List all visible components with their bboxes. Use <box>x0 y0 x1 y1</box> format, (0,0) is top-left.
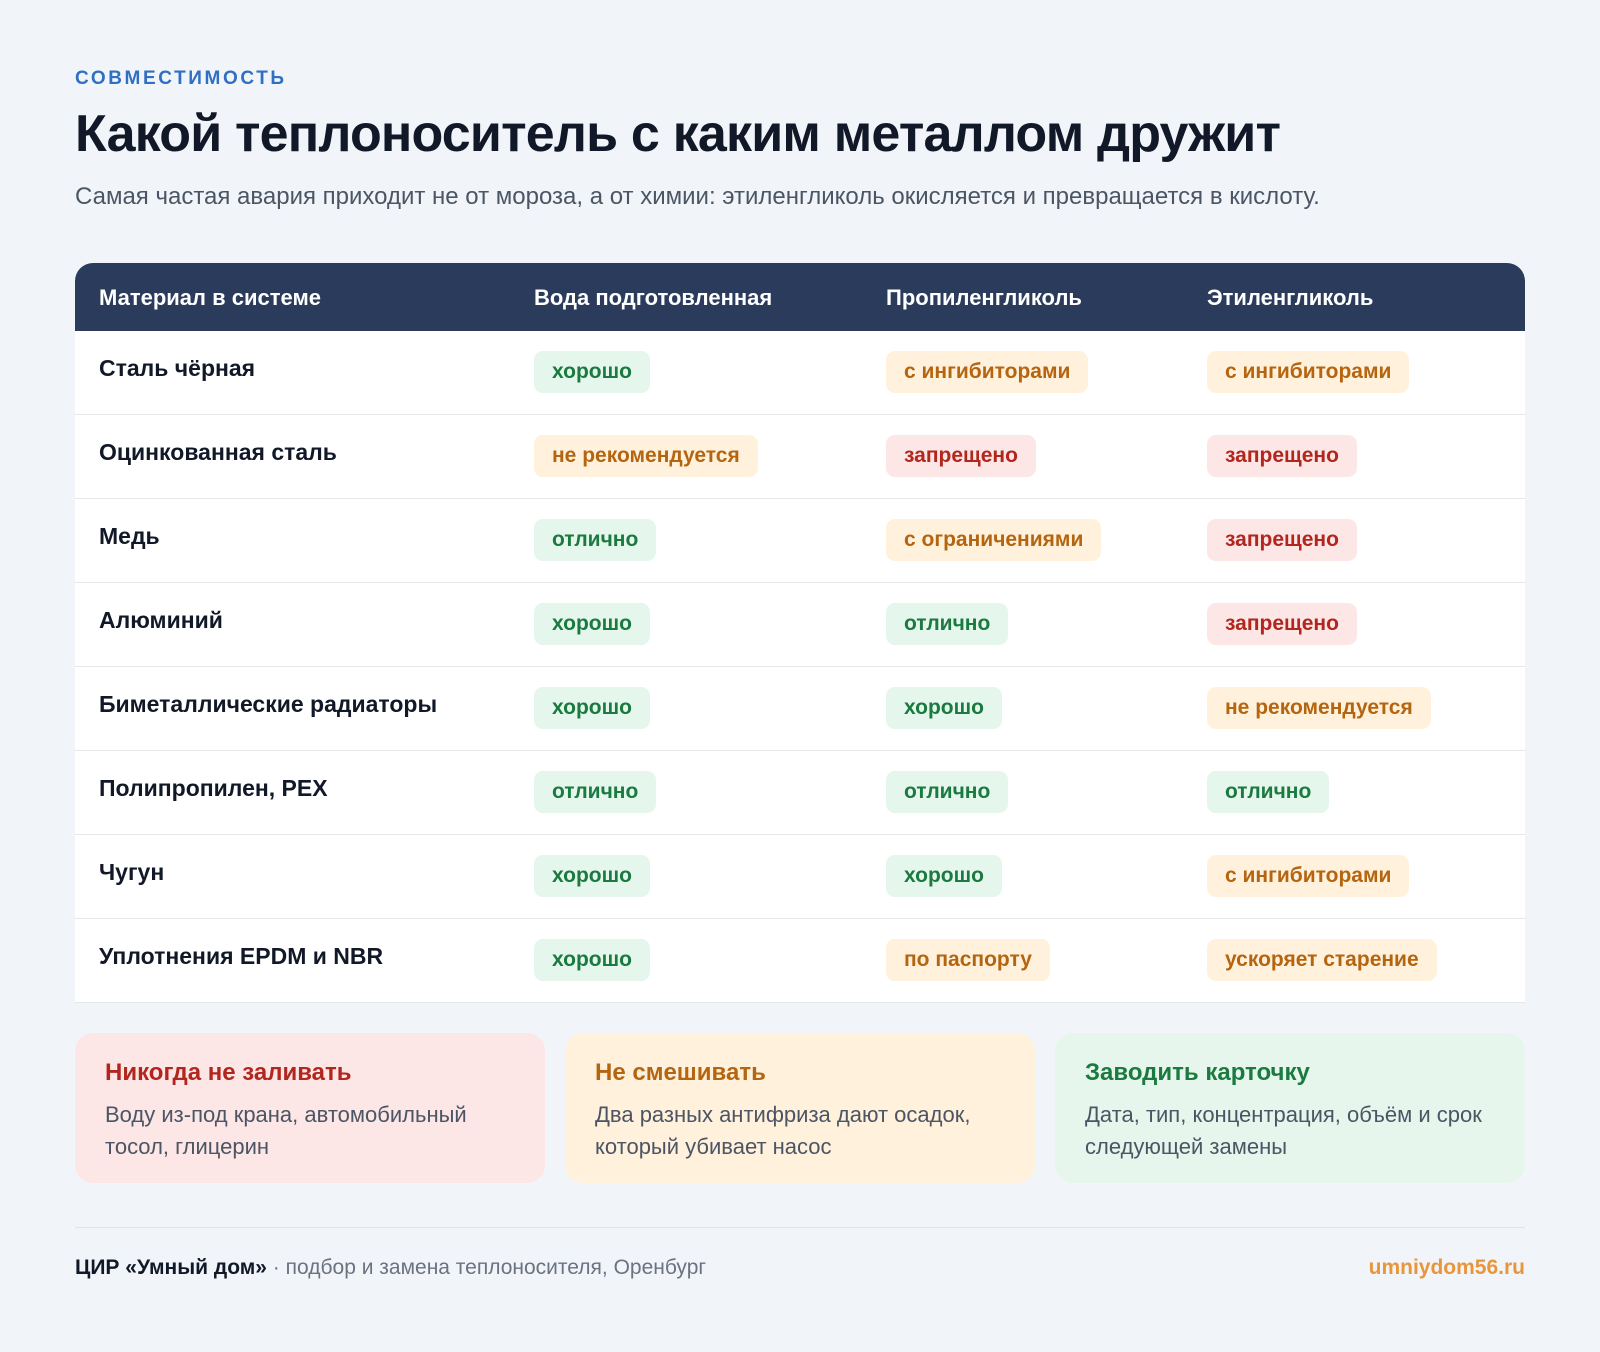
note-card-text: Дата, тип, концентрация, объём и срок следующей замены <box>1085 1102 1482 1159</box>
page-subtitle: Самая частая авария приходит не от мороза, а от химии: этиленгликоль окисляется и превращается в кислоту. <box>75 183 1320 210</box>
material-name: Оцинкованная сталь <box>99 439 337 465</box>
note-card-keep-record <box>1055 1033 1525 1183</box>
material-name: Чугун <box>99 859 165 885</box>
notes-cards <box>75 1033 1525 1183</box>
status-badge-water: хорошо <box>534 855 650 897</box>
status-badge-propylene-glycol: хорошо <box>886 855 1002 897</box>
status-badge-propylene-glycol: запрещено <box>886 435 1036 477</box>
status-badge-propylene-glycol: с ограничениями <box>886 519 1101 561</box>
table-row <box>75 499 1525 583</box>
note-card-title: Не смешивать <box>595 1059 766 1086</box>
footer-separator: · <box>266 1256 286 1279</box>
column-header-ethylene-glycol: Этиленгликоль <box>1207 285 1374 310</box>
material-name: Медь <box>99 523 160 549</box>
note-card-do-not-mix <box>565 1033 1035 1183</box>
note-card-never-fill <box>75 1033 545 1183</box>
status-badge-propylene-glycol: с ингибиторами <box>886 351 1088 393</box>
status-badge-water: хорошо <box>534 687 650 729</box>
note-card-text: Воду из-под крана, автомобильный тосол, глицерин <box>105 1102 467 1159</box>
column-header-material: Материал в системе <box>99 285 321 310</box>
table-row <box>75 835 1525 919</box>
material-name: Алюминий <box>99 607 223 633</box>
table-row <box>75 751 1525 835</box>
footer-site-link[interactable]: umniydom56.ru <box>1368 1256 1525 1279</box>
table-row <box>75 583 1525 667</box>
status-badge-ethylene-glycol: с ингибиторами <box>1207 351 1409 393</box>
footer-description: подбор и замена теплоносителя, Оренбург <box>285 1256 707 1279</box>
page-title: Какой теплоноситель с каким металлом дружит <box>75 105 1281 163</box>
table-row <box>75 667 1525 751</box>
footer <box>75 1256 1525 1284</box>
table-row <box>75 919 1525 1003</box>
status-badge-water: хорошо <box>534 939 650 981</box>
status-badge-ethylene-glycol: запрещено <box>1207 435 1357 477</box>
status-badge-water: отлично <box>534 519 656 561</box>
status-badge-ethylene-glycol: с ингибиторами <box>1207 855 1409 897</box>
status-badge-water: хорошо <box>534 603 650 645</box>
status-badge-water: хорошо <box>534 351 650 393</box>
table-header <box>75 263 1525 331</box>
table-body <box>75 331 1525 1003</box>
status-badge-ethylene-glycol: отлично <box>1207 771 1329 813</box>
material-name: Биметаллические радиаторы <box>99 691 438 717</box>
note-card-title: Заводить карточку <box>1085 1059 1310 1086</box>
status-badge-propylene-glycol: хорошо <box>886 687 1002 729</box>
compatibility-table <box>75 263 1525 1003</box>
status-badge-ethylene-glycol: ускоряет старение <box>1207 939 1437 981</box>
status-badge-propylene-glycol: отлично <box>886 603 1008 645</box>
footer-divider <box>75 1227 1525 1228</box>
material-name: Уплотнения EPDM и NBR <box>99 943 384 969</box>
table-row <box>75 331 1525 415</box>
table-row <box>75 415 1525 499</box>
status-badge-propylene-glycol: отлично <box>886 771 1008 813</box>
column-header-water: Вода подготовленная <box>534 285 773 310</box>
note-card-title: Никогда не заливать <box>105 1059 352 1086</box>
footer-brand: ЦИР «Умный дом» <box>75 1256 267 1279</box>
eyebrow-label: СОВМЕСТИМОСТЬ <box>75 68 287 89</box>
status-badge-water: отлично <box>534 771 656 813</box>
note-card-text: Два разных антифриза дают осадок, который убивает насос <box>595 1102 971 1159</box>
column-header-propylene-glycol: Пропиленгликоль <box>886 285 1082 310</box>
status-badge-ethylene-glycol: запрещено <box>1207 519 1357 561</box>
status-badge-ethylene-glycol: запрещено <box>1207 603 1357 645</box>
status-badge-ethylene-glycol: не рекомендуется <box>1207 687 1431 729</box>
status-badge-water: не рекомендуется <box>534 435 758 477</box>
material-name: Полипропилен, PEX <box>99 775 328 801</box>
status-badge-propylene-glycol: по паспорту <box>886 939 1050 981</box>
material-name: Сталь чёрная <box>99 355 256 381</box>
